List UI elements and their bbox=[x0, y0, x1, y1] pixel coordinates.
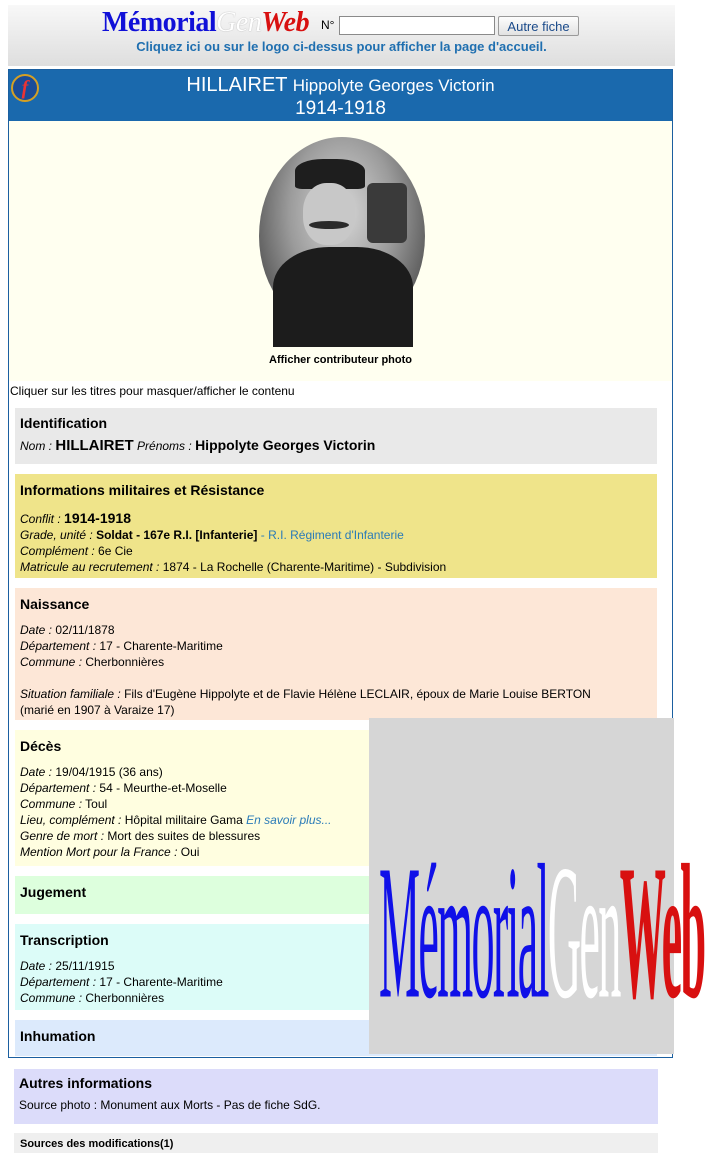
birth-date: 02/11/1878 bbox=[55, 623, 115, 637]
military-section bbox=[15, 474, 657, 578]
mpf-value: Oui bbox=[180, 845, 200, 859]
logo-gen[interactable]: Gen bbox=[216, 7, 262, 38]
other-record-button[interactable]: Autre fiche bbox=[498, 16, 579, 36]
record-title-bar bbox=[9, 70, 672, 121]
situation-value-2: (marié en 1907 à Varaize 17) bbox=[20, 703, 175, 717]
prenoms-value: Hippolyte Georges Victorin bbox=[195, 437, 376, 453]
photo-source: Source photo : Monument aux Morts - Pas de fiche SdG. bbox=[19, 1098, 321, 1112]
toggle-hint: Cliquer sur les titres pour masquer/afficher le contenu bbox=[10, 384, 295, 398]
death-dept-label: Département : bbox=[20, 781, 97, 795]
military-title[interactable]: Informations militaires et Résistance bbox=[20, 482, 265, 498]
situation-label: Situation familiale : bbox=[20, 687, 121, 701]
birth-dept-label: Département : bbox=[20, 639, 97, 653]
identification-title[interactable]: Identification bbox=[20, 415, 108, 431]
record-surname: HILLAIRET bbox=[186, 74, 288, 96]
death-date: 19/04/1915 (36 ans) bbox=[55, 765, 163, 779]
photo-contributor-link[interactable]: Afficher contributeur photo bbox=[269, 354, 412, 366]
watermark-logo bbox=[379, 748, 705, 1116]
judgment-title[interactable]: Jugement bbox=[20, 884, 87, 900]
conflit-label: Conflit : bbox=[20, 512, 61, 526]
birth-section bbox=[15, 588, 657, 720]
watermark-web: Web bbox=[619, 825, 705, 1039]
logo-memorial[interactable]: Mémorial bbox=[102, 7, 217, 38]
record-number-input[interactable] bbox=[339, 16, 495, 35]
record-first-names: Hippolyte Georges Victorin bbox=[292, 76, 495, 95]
nom-label: Nom : bbox=[20, 439, 53, 453]
mpf-label: Mention Mort pour la France : bbox=[20, 845, 178, 859]
regiment-link[interactable]: - R.I. Régiment d'Infanterie bbox=[260, 528, 404, 542]
birth-title[interactable]: Naissance bbox=[20, 596, 90, 612]
death-place: Hôpital militaire Gama bbox=[124, 813, 243, 827]
death-title[interactable]: Décès bbox=[20, 738, 62, 754]
birth-date-label: Date : bbox=[20, 623, 53, 637]
death-place-label: Lieu, complément : bbox=[20, 813, 122, 827]
site-logo[interactable] bbox=[102, 7, 309, 39]
home-link[interactable]: Cliquez ici ou sur le logo ci-dessus pour afficher la page d'accueil. bbox=[136, 39, 547, 54]
learn-more-link[interactable]: En savoir plus... bbox=[246, 813, 332, 827]
logo-web[interactable]: Web bbox=[261, 7, 310, 38]
transcription-title[interactable]: Transcription bbox=[20, 932, 109, 948]
transcription-commune: Cherbonnières bbox=[85, 991, 165, 1005]
complement-label: Complément : bbox=[20, 544, 95, 558]
record-period: 1914-1918 bbox=[295, 98, 386, 119]
grade-value: Soldat - 167e R.I. [Infanterie] bbox=[96, 528, 258, 542]
transcription-date-label: Date : bbox=[20, 959, 53, 973]
facebook-icon[interactable]: f bbox=[11, 74, 39, 102]
sources-section-title[interactable]: Sources des modifications(1) bbox=[14, 1133, 658, 1153]
complement-value: 6e Cie bbox=[98, 544, 133, 558]
watermark-gen: Gen bbox=[547, 825, 620, 1039]
soldier-portrait[interactable] bbox=[259, 137, 425, 335]
record-number-label: N° bbox=[321, 18, 335, 32]
birth-commune-label: Commune : bbox=[20, 655, 83, 669]
grade-label: Grade, unité : bbox=[20, 528, 93, 542]
transcription-dept-label: Département : bbox=[20, 975, 97, 989]
record-name bbox=[9, 74, 672, 97]
death-commune-label: Commune : bbox=[20, 797, 83, 811]
nom-value: HILLAIRET bbox=[55, 437, 134, 454]
transcription-dept: 17 - Charente-Maritime bbox=[99, 975, 223, 989]
death-date-label: Date : bbox=[20, 765, 53, 779]
identification-section bbox=[15, 408, 657, 464]
transcription-commune-label: Commune : bbox=[20, 991, 83, 1005]
conflit-value: 1914-1918 bbox=[64, 510, 131, 526]
matricule-label: Matricule au recrutement : bbox=[20, 560, 160, 574]
site-header bbox=[8, 5, 675, 66]
burial-title[interactable]: Inhumation bbox=[20, 1028, 96, 1044]
death-kind-label: Genre de mort : bbox=[20, 829, 105, 843]
death-commune: Toul bbox=[85, 797, 108, 811]
birth-dept: 17 - Charente-Maritime bbox=[99, 639, 223, 653]
photo-area bbox=[9, 121, 672, 381]
death-kind: Mort des suites de blessures bbox=[107, 829, 261, 843]
watermark-memorial: Mémorial bbox=[379, 825, 548, 1039]
matricule-value: 1874 - La Rochelle (Charente-Maritime) - Subdivision bbox=[162, 560, 447, 574]
prenoms-label: Prénoms : bbox=[137, 439, 192, 453]
death-dept: 54 - Meurthe-et-Moselle bbox=[99, 781, 227, 795]
situation-value: Fils d'Eugène Hippolyte et de Flavie Hélène LECLAIR, époux de Marie Louise BERTON bbox=[124, 687, 591, 701]
other-info-title[interactable]: Autres informations bbox=[19, 1075, 153, 1091]
other-info-section bbox=[14, 1069, 658, 1124]
transcription-date: 25/11/1915 bbox=[55, 959, 115, 973]
birth-commune: Cherbonnières bbox=[85, 655, 165, 669]
memorialgenweb-watermark bbox=[369, 718, 705, 1054]
